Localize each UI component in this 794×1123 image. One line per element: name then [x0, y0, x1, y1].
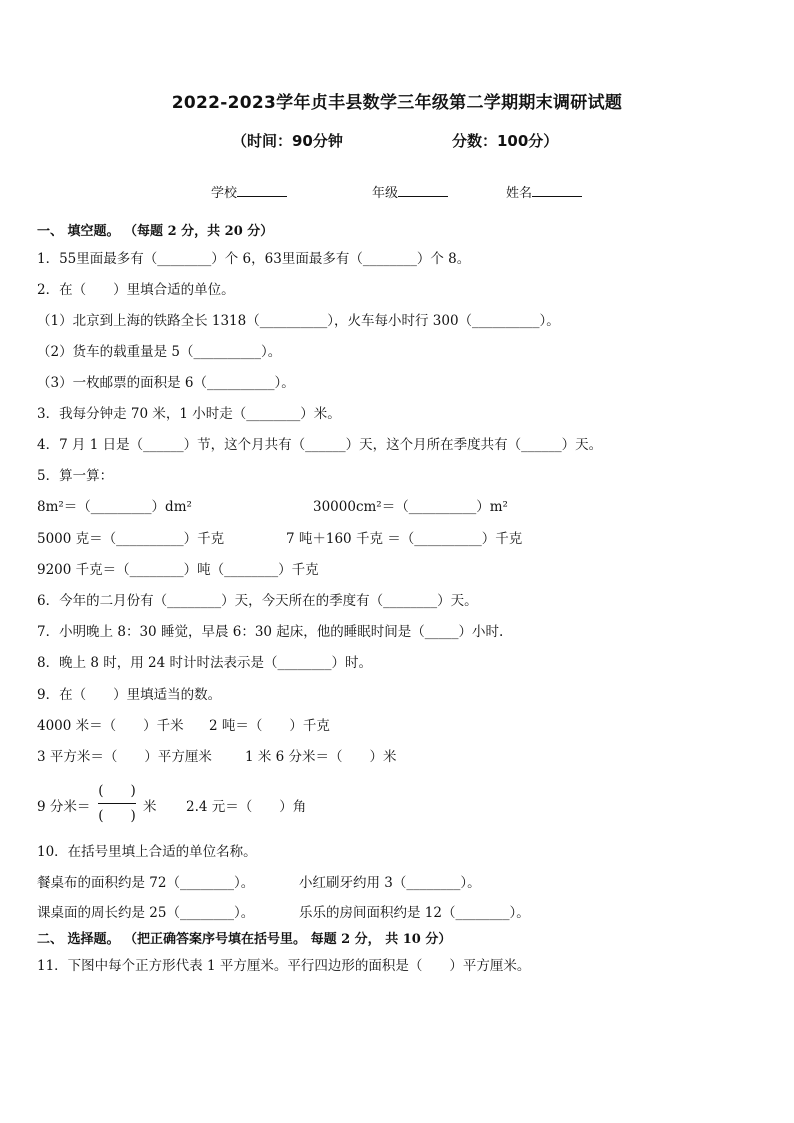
q9-item: 2 吨＝（ ）千克 [209, 718, 330, 734]
calc-item: 8m²＝（_________）dm² [37, 499, 192, 515]
section1-heading: 一、 填空题。 （每题 2 分，共 20 分） [37, 224, 274, 239]
grade-blank [398, 183, 448, 197]
q9-item: 2.4 元＝（ ）角 [186, 799, 307, 815]
question-line: 7．小明晚上 8：30 睡觉，早晨 6：30 起床，他的睡眠时间是（_____）小时. [37, 624, 504, 640]
calc-item: 7 吨＋160 千克 ＝（__________）千克 [286, 531, 523, 547]
question-line: 5．算一算： [37, 468, 114, 484]
exam-time: （时间：90分钟 [232, 132, 343, 150]
question-line: 1．55里面最多有（________）个 6，63里面最多有（________）个 8。 [37, 251, 471, 267]
q9-item: 4000 米＝（ ）千米 [37, 718, 184, 734]
fraction-denominator: ( ) [98, 808, 136, 824]
question-line: 3．我每分钟走 70 米，1 小时走（________）米。 [37, 406, 341, 422]
fraction-bar [98, 803, 136, 804]
school-field [211, 182, 287, 201]
question-line: （2）货车的载重量是 5（__________）。 [37, 344, 282, 360]
q10-item: 餐桌布的面积约是 72（________）。 [37, 875, 255, 891]
fraction-prefix: 9 分米＝ [37, 799, 91, 815]
q10-item: 课桌面的周长约是 25（________）。 [37, 905, 255, 921]
question-line: 8．晚上 8 时，用 24 时计时法表示是（________）时。 [37, 655, 373, 671]
fraction [92, 780, 142, 827]
school-label: 学校 [211, 186, 238, 201]
q9-item: 3 平方米＝（ ）平方厘米 [37, 749, 212, 765]
question-line: 11．下图中每个正方形代表 1 平方厘米。平行四边形的面积是（ ）平方厘米。 [37, 958, 531, 974]
question-line: 4．7 月 1 日是（______）节，这个月共有（______）天，这个月所在季度共有（______）天。 [37, 437, 603, 453]
question-line: 2．在（ ）里填合适的单位。 [37, 282, 235, 298]
exam-score: 分数：100分） [452, 132, 559, 150]
question-line: 10．在括号里填上合适的单位名称。 [37, 844, 257, 860]
question-line: （1）北京到上海的铁路全长 1318（__________），火车每小时行 300（__________）。 [37, 313, 560, 329]
question-line: 9．在（ ）里填适当的数。 [37, 687, 222, 703]
exam-title: 2022-2023学年贞丰县数学三年级第二学期期末调研试题 [171, 93, 623, 113]
school-blank [237, 183, 287, 197]
name-blank [532, 183, 582, 197]
fraction-numerator: ( ) [98, 783, 136, 799]
calc-item: 9200 千克＝（________）吨（________）千克 [37, 562, 319, 578]
question-line: 6．今年的二月份有（________）天，今天所在的季度有（________）天。 [37, 593, 478, 609]
name-label: 姓名 [506, 186, 533, 201]
calc-item: 30000cm²＝（__________）m² [313, 499, 508, 515]
grade-label: 年级 [372, 186, 399, 201]
name-field [506, 182, 582, 201]
section2-heading: 二、 选择题。 （把正确答案序号填在括号里。 每题 2 分， 共 10 分） [37, 932, 452, 947]
q10-item: 乐乐的房间面积约是 12（________）。 [299, 905, 530, 921]
fraction-suffix: 米 [143, 799, 157, 815]
grade-field [372, 182, 448, 201]
q9-item: 1 米 6 分米＝（ ）米 [245, 749, 397, 765]
question-line: （3）一枚邮票的面积是 6（__________）。 [37, 375, 295, 391]
q10-item: 小红刷牙约用 3（________）。 [299, 875, 481, 891]
calc-item: 5000 克＝（__________）千克 [37, 531, 225, 547]
